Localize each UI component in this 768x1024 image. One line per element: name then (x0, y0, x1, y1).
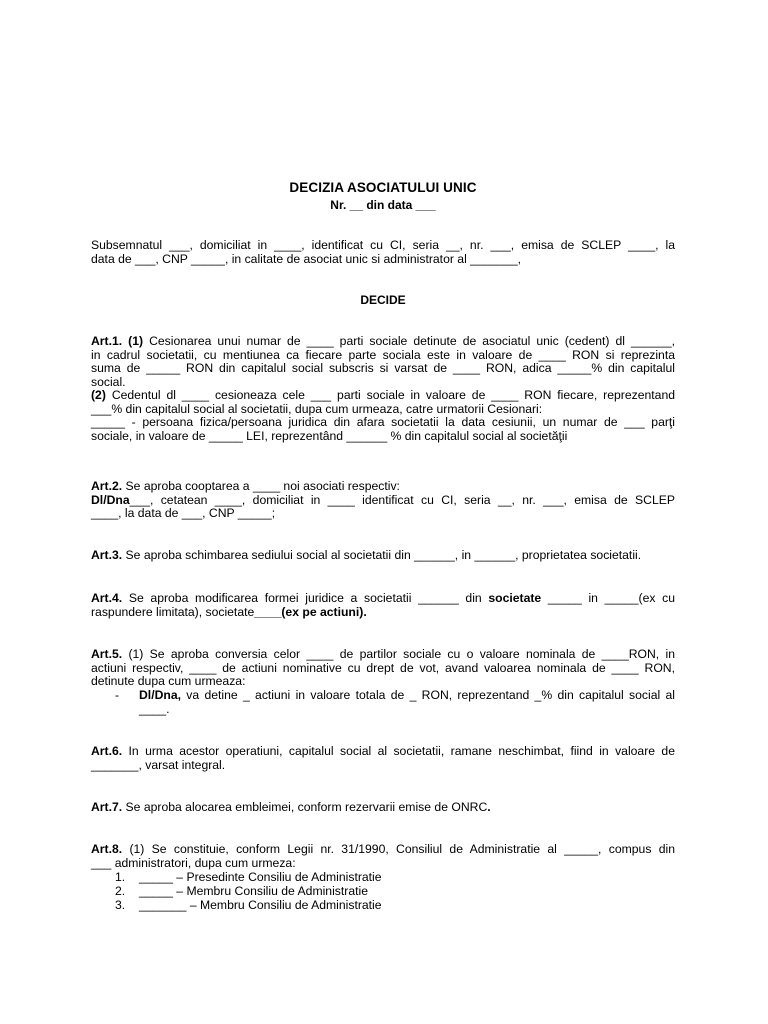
article-1-line: _____ - persoana fizica/persoana juridica din afara societatii la data cesiunii, un numar de ___ parţi (91, 415, 675, 429)
article-3 (91, 549, 675, 563)
article-text: Se aproba modificarea formei juridice a societatii ______ din (122, 591, 489, 605)
article-2-line (91, 494, 675, 508)
article-1-line (91, 389, 675, 403)
person-label: Dl/Dna, (139, 688, 181, 702)
article-label: Art.6. (91, 744, 123, 758)
article-8-line: ___ administratori, dupa cum urmeza: (91, 855, 296, 870)
blank-field: _______ (139, 898, 187, 912)
bullet-text (139, 689, 675, 716)
list-number: 3. (115, 898, 126, 912)
article-1 (91, 335, 675, 443)
article-text: Se aproba schimbarea sediului social al societatii din ______, in ______, proprietatea societatii. (122, 548, 642, 562)
article-8-line (91, 843, 675, 857)
article-6-line: _______, varsat integral. (91, 757, 226, 772)
article-text: (1) Se constituie, conform Legii nr. 31/1990, Consiliul de Administratie al _____, compus din (122, 842, 675, 856)
article-5-bullet (91, 689, 675, 719)
article-label: Art.1. (91, 334, 123, 348)
article-7 (91, 801, 675, 815)
article-8 (91, 843, 675, 870)
intro-paragraph (91, 239, 675, 266)
list-item-text: – Membru Consiliu de Administratie (172, 884, 368, 898)
article-label: Art.8. (91, 842, 123, 856)
blank-field: _____ (139, 870, 173, 884)
article-4-line (91, 606, 675, 620)
article-text: ___, cetatean ____, domiciliat in ____ identificat cu CI, seria __, nr. ___, emisa de SCLEP (129, 492, 675, 507)
article-6-line (91, 745, 675, 759)
decide-heading: DECIDE (360, 293, 406, 307)
article-1-line: in cadrul societatii, cu mentiunea ca fiecare parte sociala este in valoare de ____ RON si reprezinta (91, 347, 675, 362)
article-2-line: ____, la data de ___, CNP _____; (91, 506, 276, 520)
article-5-line (91, 648, 675, 662)
list-item (139, 885, 368, 899)
article-text: Se aproba cooptarea a ____ noi asociati respectiv: (122, 479, 400, 493)
bullet-marker: - (115, 688, 120, 702)
list-item (139, 871, 382, 885)
article-7-line (91, 801, 675, 815)
article-label: Art.5. (91, 647, 123, 661)
article-text: raspundere limitata), societate (91, 604, 255, 619)
article-text: _____ in _____(ex cu (541, 591, 675, 605)
list-item-text: – Presedinte Consiliu de Administratie (172, 870, 382, 884)
article-1-line: social. (91, 374, 126, 389)
article-1-line: ___% din capitalul social al societatii, dupa cum urmeaza, catre urmatorii Cesionari: (91, 401, 543, 416)
article-label: Art.2. (91, 479, 123, 493)
article-text: Cedentul dl ____ cesioneaza cele ___ parti sociale in valoare de ____ RON fiecare, reprezentand (105, 388, 675, 402)
article-1-line: sociale, in valoare de _____ LEI, reprezentând ______ % din capitalul social al societăţii (91, 428, 568, 443)
article-text: Se aproba alocarea embleimei, conform rezervarii emise de ONRC (122, 800, 488, 814)
article-6 (91, 745, 675, 772)
paragraph-label: (2) (91, 388, 106, 402)
article-5-line: detinute dupa cum urmeaza: (91, 674, 246, 688)
article-text-bold: societate (488, 591, 542, 605)
board-members-list (91, 871, 675, 915)
blank-field: _____ (139, 884, 173, 898)
list-number: 2. (115, 884, 126, 898)
article-text: va detine _ actiuni in valoare totala de _ RON, reprezentand _% din capitalul social al (180, 688, 675, 702)
intro-line: data de ___, CNP _____, in calitate de asociat unic si administrator al _______, (91, 251, 521, 266)
bullet-line (139, 689, 675, 703)
article-3-line (91, 549, 675, 563)
article-label: Art.3. (91, 548, 123, 562)
paragraph-label: (1) (128, 334, 144, 348)
article-5-line: actiuni respectiv, ____ de actiuni nominative cu drept de vot, avand valoarea nominala de ____ RON, (91, 660, 675, 675)
article-5 (91, 648, 675, 689)
article-text-bold: . (487, 800, 491, 814)
article-text: Cesionarea unui numar de ____ parti sociale detinute de asociatul unic (cedent) dl ______, (143, 334, 675, 348)
intro-line: Subsemnatul ___, domiciliat in ____, identificat cu CI, seria __, nr. ___, emisa de SCLEP ____, la (91, 238, 675, 252)
article-1-line: suma de _____ RON din capitalul social subscris si varsat de ____ RON, adica _____% din capitalul (91, 361, 675, 375)
list-item (139, 899, 382, 913)
article-4 (91, 592, 675, 619)
article-label: Art.7. (91, 800, 123, 814)
list-number: 1. (115, 870, 126, 884)
document-number: Nr. __ din data ___ (330, 198, 436, 212)
article-2 (91, 480, 675, 521)
document-title: DECIZIA ASOCIATULUI UNIC (289, 180, 477, 195)
article-text-bold: ____(ex pe actiuni). (254, 604, 367, 619)
article-4-line (91, 592, 675, 606)
article-text: (1) Se aproba conversia celor ____ de partilor sociale cu o valoare nominala de ____RON, in (122, 647, 675, 661)
article-1-line (91, 335, 675, 349)
article-text: In urma acestor operatiuni, capitalul social al societatii, ramane neschimbat, fiind in valoare de (122, 744, 675, 758)
person-label: Dl/Dna (91, 492, 130, 507)
list-item-text: – Membru Consiliu de Administratie (186, 898, 382, 912)
article-label: Art.4. (91, 591, 123, 605)
bullet-line: ____. (139, 701, 170, 716)
article-2-line (91, 480, 675, 494)
